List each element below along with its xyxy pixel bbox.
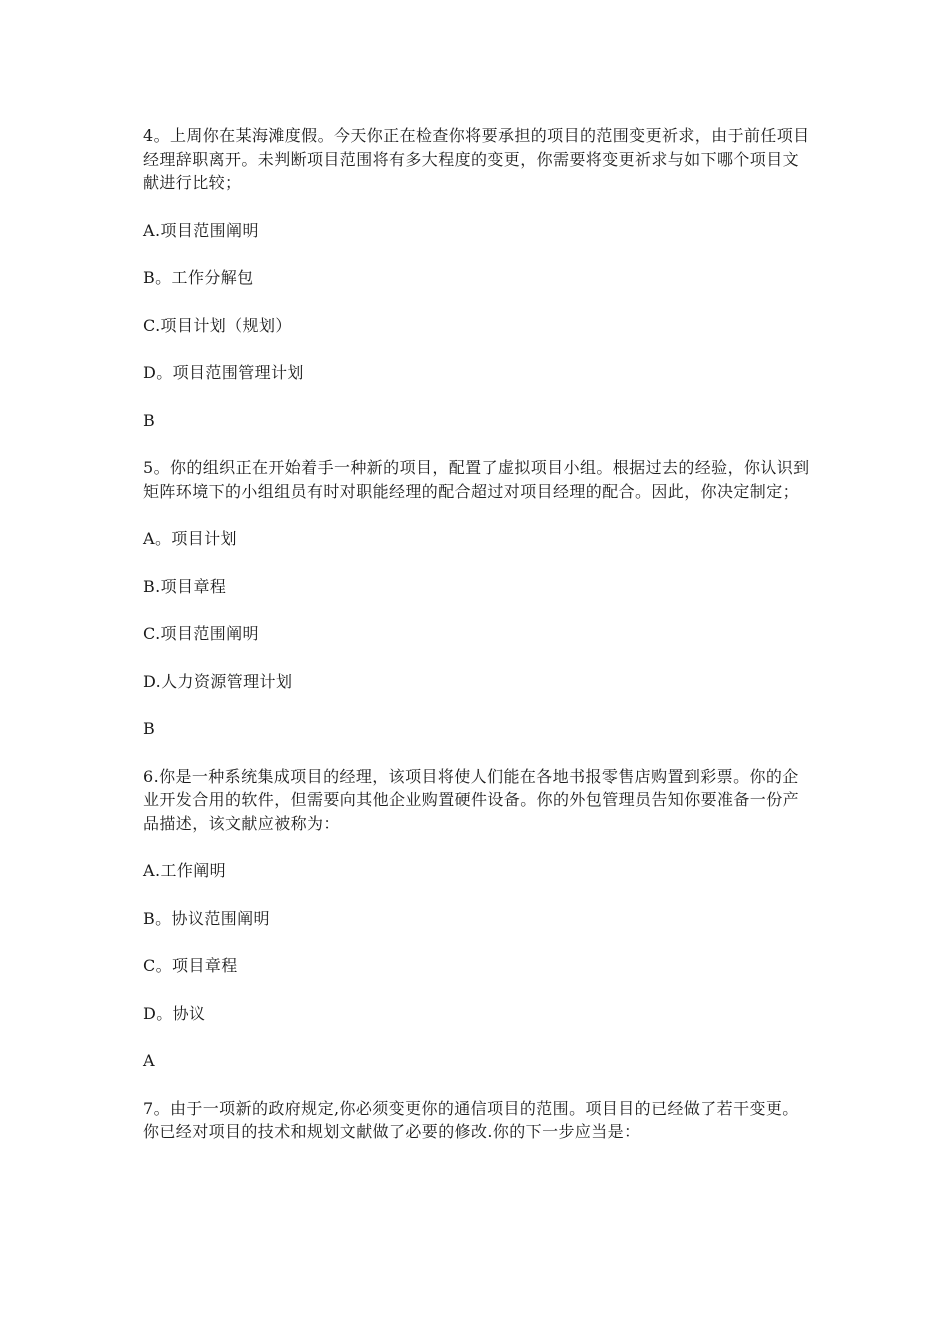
question-text: 4。上周你在某海滩度假。今天你正在检查你将要承担的项目的范围变更祈求，由于前任项目经理辞职离开。未判断项目范围将有多大程度的变更，你需要将变更祈求与如下哪个项目文献进行比较； — [143, 126, 810, 192]
option-d: D。协议 — [143, 1003, 206, 1023]
question-text: 6.你是一种系统集成项目的经理，该项目将使人们能在各地书报零售店购置到彩票。你的企业开发合用的软件，但需要向其他企业购置硬件设备。你的外包管理员告知你要准备一份产品描述，该文献应被称为： — [143, 766, 800, 833]
answer: B — [143, 410, 156, 430]
option-d: D.人力资源管理计划 — [143, 671, 293, 691]
option-b: B。工作分解包 — [143, 268, 254, 287]
option-a: A.项目范围阐明 — [143, 220, 259, 240]
document-page — [143, 124, 813, 1144]
question-4 — [143, 124, 813, 432]
answer: A — [143, 1051, 155, 1070]
question-6 — [143, 765, 813, 1073]
option-d: D。项目范围管理计划 — [143, 363, 304, 382]
question-text: 5。你的组织正在开始着手一种新的项目，配置了虚拟项目小组。根据过去的经验，你认识到矩阵环境下的小组组员有时对职能经理的配合超过对项目经理的配合。因此，你决定制定； — [143, 458, 810, 501]
option-b: B.项目章程 — [143, 576, 227, 596]
question-5 — [143, 456, 813, 741]
option-b: B。协议范围阐明 — [143, 908, 270, 928]
option-a: A。项目计划 — [143, 529, 237, 548]
option-c: C.项目范围阐明 — [143, 624, 259, 643]
option-c: C.项目计划（规划） — [143, 315, 292, 335]
question-text: 7。由于一项新的政府规定,你必须变更你的通信项目的范围。项目目的已经做了若干变更。你已经对项目的技术和规划文献做了必要的修改.你的下一步应当是： — [143, 1098, 799, 1141]
answer: B — [143, 719, 156, 738]
option-c: C。项目章程 — [143, 956, 238, 975]
question-7 — [143, 1097, 813, 1144]
option-a: A.工作阐明 — [143, 861, 227, 880]
